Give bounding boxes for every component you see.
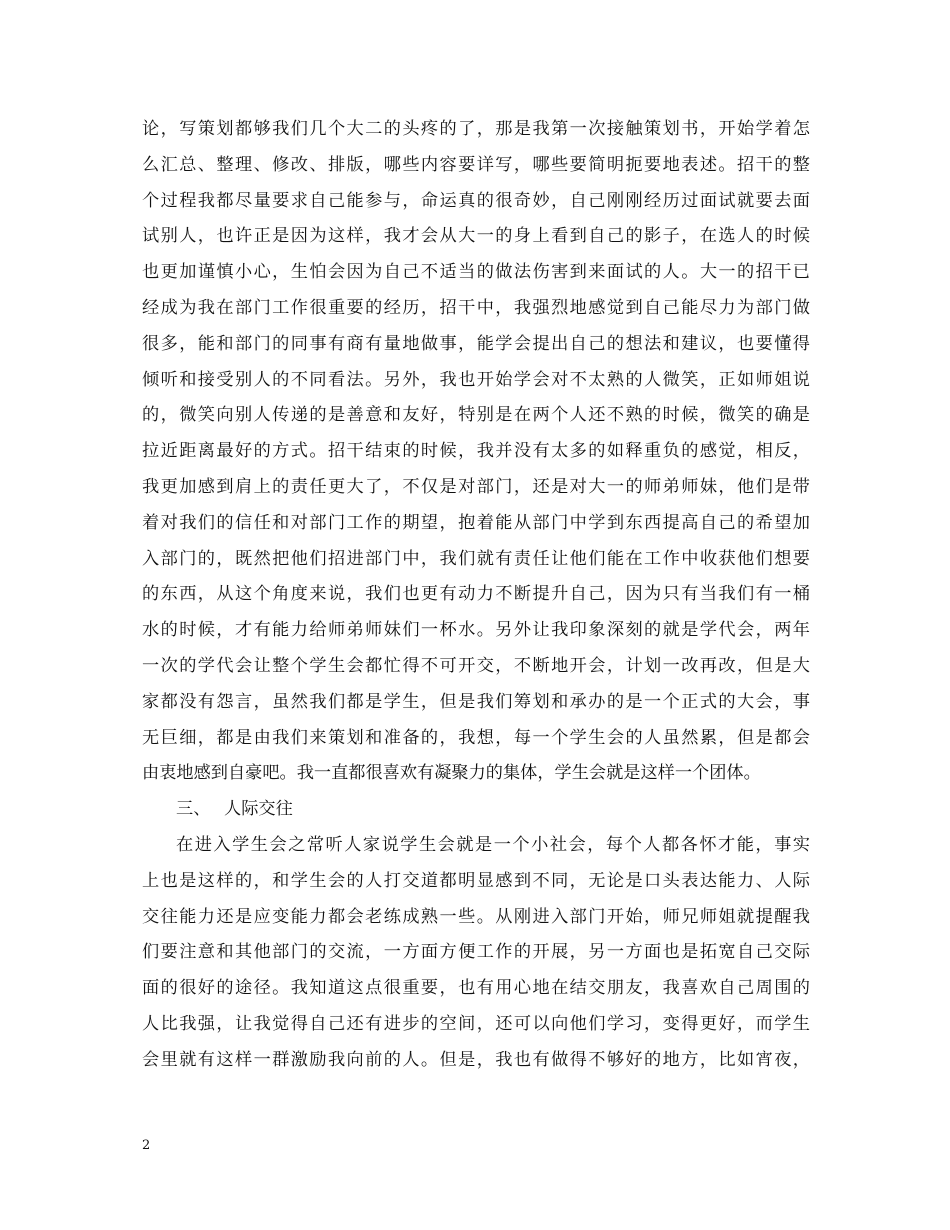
text-line: 们要注意和其他部门的交流，一方面方便工作的开展，另一方面也是拓宽自己交际 bbox=[142, 942, 810, 963]
text-line: 水的时候，才有能力给师弟师妹们一杯水。另外让我印象深刻的就是学代会，两年 bbox=[142, 620, 810, 641]
paragraph-interpersonal bbox=[142, 828, 810, 1079]
text-line: 经成为我在部门工作很重要的经历，招干中，我强烈地感觉到自己能尽力为部门做 bbox=[142, 297, 810, 318]
text-line: 家都没有怨言，虽然我们都是学生，但是我们筹划和承办的是一个正式的大会，事 bbox=[142, 691, 810, 712]
text-line: 面的很好的途径。我知道这点很重要，也有用心地在结交朋友，我喜欢自己周围的 bbox=[142, 978, 810, 999]
section-heading bbox=[142, 792, 810, 828]
text-line: 的东西，从这个角度来说，我们也更有动力不断提升自己，因为只有当我们有一桶 bbox=[142, 584, 810, 605]
text-line: 拉近距离最好的方式。招干结束的时候，我并没有太多的如释重负的感觉，相反， bbox=[142, 441, 810, 462]
text-line: 很多，能和部门的同事有商有量地做事，能学会提出自己的想法和建议，也要懂得 bbox=[142, 333, 810, 354]
text-line: 人比我强，让我觉得自己还有进步的空间，还可以向他们学习，变得更好，而学生 bbox=[142, 1013, 810, 1034]
section-number: 三、 bbox=[176, 799, 211, 820]
section-title: 人际交往 bbox=[224, 799, 293, 820]
text-line: 也更加谨慎小心，生怕会因为自己不适当的做法伤害到来面试的人。大一的招干已 bbox=[142, 262, 810, 283]
text-line: 入部门的，既然把他们招进部门中，我们就有责任让他们能在工作中收获他们想要 bbox=[142, 548, 810, 569]
text-line: 交往能力还是应变能力都会老练成熟一些。从刚进入部门开始，师兄师姐就提醒我 bbox=[142, 906, 810, 927]
body-text bbox=[142, 112, 810, 1079]
text-line: 在进入学生会之常听人家说学生会就是一个小社会，每个人都各怀才能，事实 bbox=[176, 834, 810, 855]
text-line: 由衷地感到自豪吧。我一直都很喜欢有凝聚力的集体，学生会就是这样一个团体。 bbox=[142, 763, 761, 784]
text-line: 着对我们的信任和对部门工作的期望，抱着能从部门中学到东西提高自己的希望加 bbox=[142, 512, 810, 533]
text-line: 无巨细，都是由我们来策划和准备的，我想，每一个学生会的人虽然累，但是都会 bbox=[142, 727, 810, 748]
text-line: 论，写策划都够我们几个大二的头疼的了，那是我第一次接触策划书，开始学着怎 bbox=[142, 119, 810, 139]
page-number: 2 bbox=[142, 1138, 151, 1153]
text-line: 会里就有这样一群激励我向前的人。但是，我也有做得不够好的地方，比如宵夜， bbox=[142, 1049, 810, 1070]
text-line: 个过程我都尽量要求自己能参与，命运真的很奇妙，自己刚刚经历过面试就要去面 bbox=[142, 190, 810, 211]
text-line: 一次的学代会让整个学生会都忙得不可开交，不断地开会，计划一改再改，但是大 bbox=[142, 655, 810, 676]
text-line: 我更加感到肩上的责任更大了，不仅是对部门，还是对大一的师弟师妹，他们是带 bbox=[142, 476, 810, 497]
text-line: 上也是这样的，和学生会的人打交道都明显感到不同，无论是口头表达能力、人际 bbox=[142, 870, 810, 891]
text-line: 么汇总、整理、修改、排版，哪些内容要详写，哪些要简明扼要地表述。招干的整 bbox=[142, 154, 810, 175]
text-line: 的，微笑向别人传递的是善意和友好，特别是在两个人还不熟的时候，微笑的确是 bbox=[142, 405, 810, 426]
text-line: 试别人，也许正是因为这样，我才会从大一的身上看到自己的影子，在选人的时候 bbox=[142, 226, 810, 247]
paragraph-student-union-work bbox=[142, 112, 810, 792]
text-line: 倾听和接受别人的不同看法。另外，我也开始学会对不太熟的人微笑，正如师姐说 bbox=[142, 369, 810, 390]
